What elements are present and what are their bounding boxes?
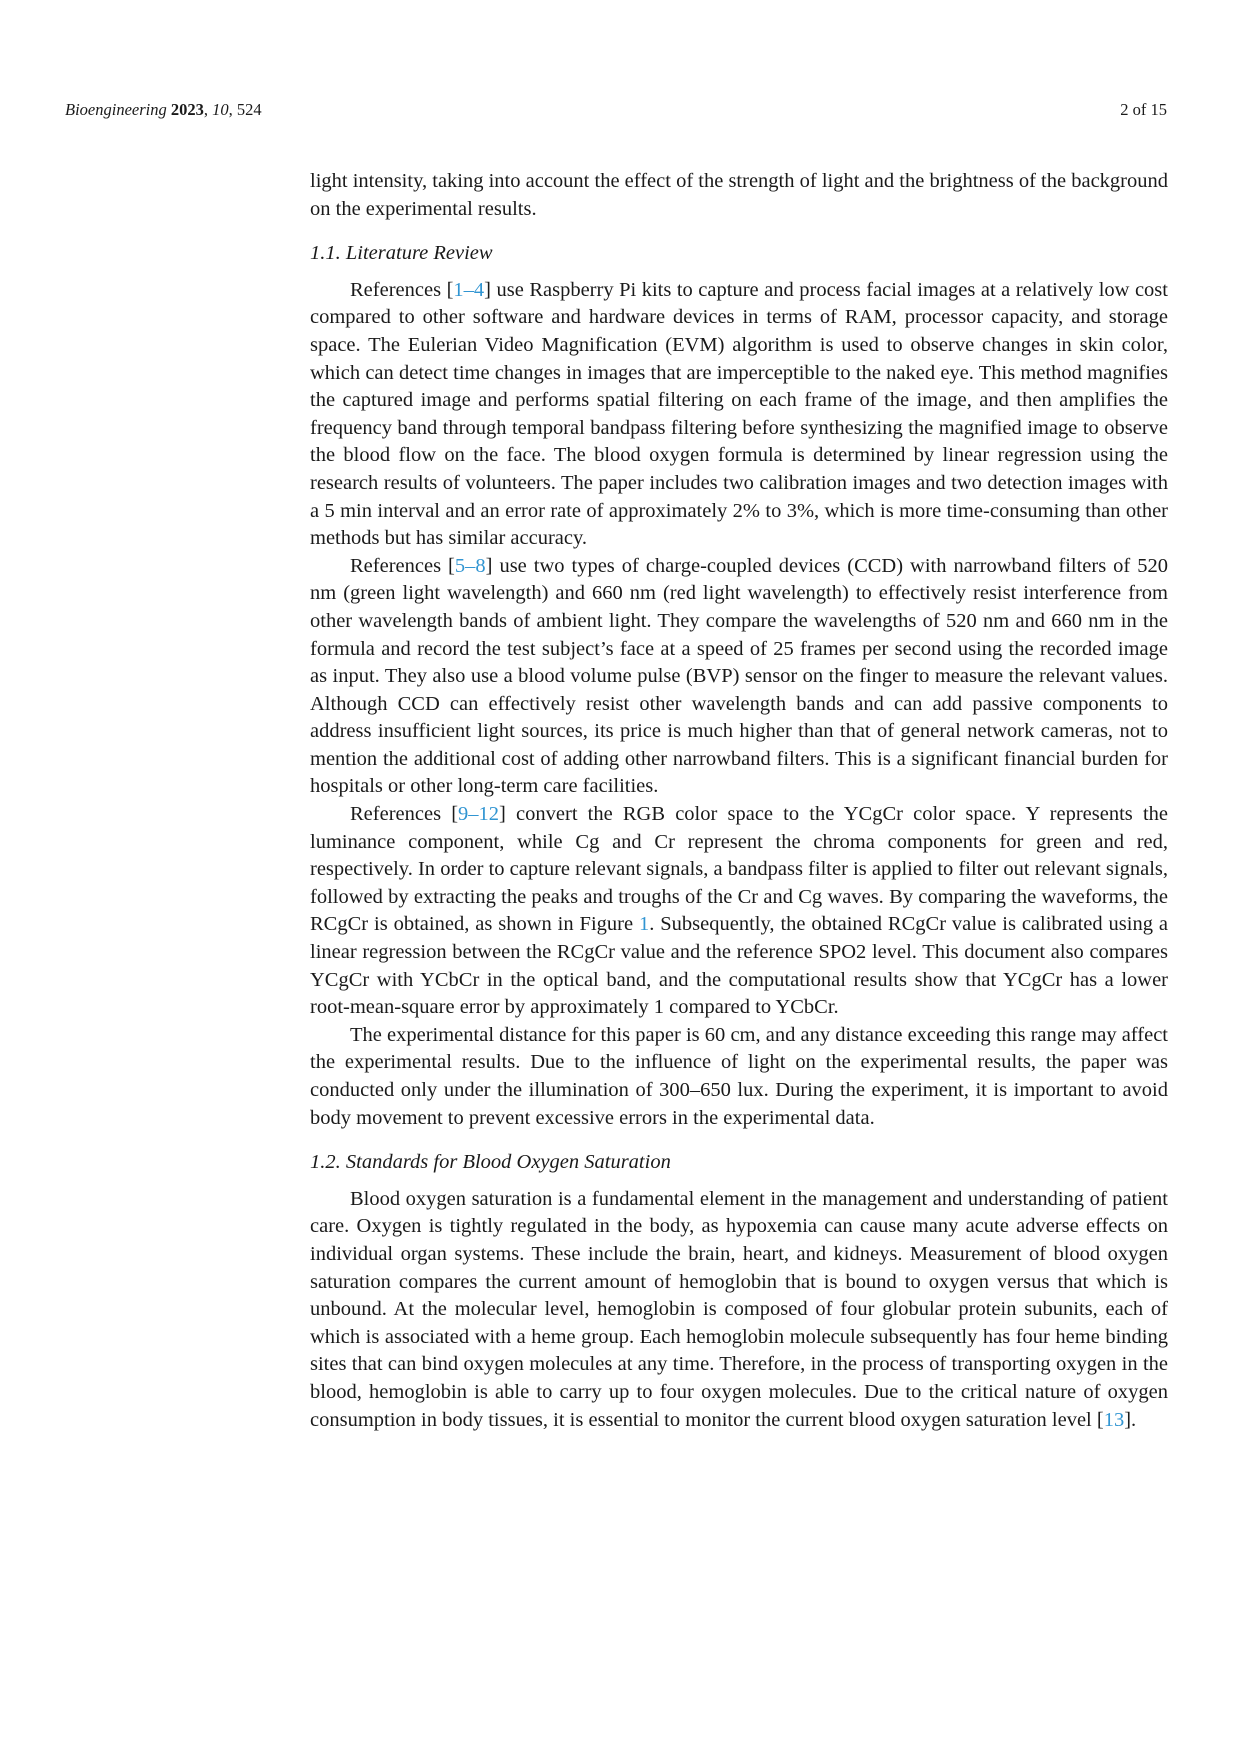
body-paragraph	[310, 168, 1168, 223]
body-paragraph	[310, 1186, 1168, 1434]
text-segment: Blood oxygen saturation is a fundamental element in the management and understanding of patient care. Oxygen is tightly regulated in the body, as hypoxemia can cause many acute adverse effects on individual organ systems. These include the brain, heart, and kidneys. Measurement of blood oxygen saturation compares the current amount of hemoglobin that is bound to oxygen versus that which is unbound. At the molecular level, hemoglobin is composed of four globular protein subunits, each of which is associated with a heme group. Each hemoglobin molecule subsequently has four heme binding sites that can bind oxygen molecules at any time. Therefore, in the process of transporting oxygen in the blood, hemoglobin is able to carry up to four oxygen molecules. Due to the critical nature of oxygen consumption in body tissues, it is essential to monitor the current blood oxygen saturation level [	[310, 1187, 1168, 1431]
text-segment: 2023	[170, 100, 204, 119]
body-paragraph	[310, 553, 1168, 801]
page-header	[65, 100, 1167, 120]
body-paragraph	[310, 1022, 1168, 1132]
text-segment: Bioengineering	[65, 100, 167, 119]
text-segment: References [	[350, 554, 455, 577]
reference-link[interactable]: 9–12	[458, 803, 500, 826]
text-segment: ] convert the RGB color space to the YCgCr color space. Y represents the luminance component, while Cg and Cr represent the chroma components for green and red, respectively. In order to capture relevant signals, a bandpass filter is applied to filter out relevant signals, followed by extracting the peaks and troughs of the Cr and Cg waves. By comparing the waveforms, the RCgCr is obtained, as shown in Figure	[310, 803, 1168, 936]
section-heading: 1.2. Standards for Blood Oxygen Saturation	[310, 1151, 671, 1174]
text-segment: ].	[1124, 1408, 1137, 1431]
text-segment: ] use two types of charge-coupled devices (CCD) with narrowband filters of 520 nm (green light wavelength) and 660 nm (red light wavelength) to effectively resist interference from other wavelength bands of ambient light. They compare the wavelengths of 520 nm and 660 nm in the formula and record the test subject’s face at a speed of 25 frames per second using the recorded image as input. They also use a blood volume pulse (BVP) sensor on the finger to measure the relevant values. Although CCD can effectively resist other wavelength bands and can add passive components to address insufficient light sources, its price is much higher than that of general network cameras, not to mention the additional cost of adding other narrowband filters. This is a significant financial burden for hospitals or other long-term care facilities.	[310, 554, 1168, 798]
text-segment: ] use Raspberry Pi kits to capture and process facial images at a relatively low cost compared to other software and hardware devices in terms of RAM, processor capacity, and storage space. The Eulerian Video Magnification (EVM) algorithm is used to observe changes in skin color, which can detect time changes in images that are imperceptible to the naked eye. This method magnifies the captured image and performs spatial filtering on each frame of the image, and then amplifies the frequency band through temporal bandpass filtering before synthesizing the magnified image to observe the blood flow on the face. The blood oxygen formula is determined by linear regression using the research results of volunteers. The paper includes two calibration images and two detection images with a 5 min interval and an error rate of approximately 2% to 3%, which is more time-consuming than other methods but has similar accuracy.	[310, 278, 1168, 550]
reference-link[interactable]: 1–4	[453, 278, 485, 301]
text-segment: , 524	[228, 100, 262, 119]
journal-citation	[65, 100, 262, 120]
text-segment: light intensity, taking into account the effect of the strength of light and the brightness of the background on the experimental results.	[310, 170, 1168, 220]
text-segment: References [	[350, 278, 454, 301]
reference-link[interactable]: 13	[1103, 1408, 1125, 1431]
document-body	[310, 168, 1168, 1434]
section-heading: 1.1. Literature Review	[310, 242, 493, 265]
reference-link[interactable]: 5–8	[454, 554, 486, 577]
reference-link[interactable]: 1	[638, 913, 650, 936]
text-segment: The experimental distance for this paper is 60 cm, and any distance exceeding this range may affect the experimental results. Due to the influence of light on the experimental results, the paper was conducted only under the illumination of 300–650 lux. During the experiment, it is important to avoid body movement to prevent excessive errors in the experimental data.	[310, 1023, 1168, 1129]
text-segment: . Subsequently, the obtained RCgCr value is calibrated using a linear regression between the RCgCr value and the reference SPO2 level. This document also compares YCgCr with YCbCr in the optical band, and the computational results show that YCgCr has a lower root-mean-square error by approximately 1 compared to YCbCr.	[310, 913, 1169, 1019]
text-segment: 10	[212, 100, 229, 119]
text-segment: ,	[203, 100, 213, 119]
text-segment: References [	[350, 803, 459, 826]
page-number: 2 of 15	[1120, 100, 1167, 119]
body-paragraph	[310, 801, 1168, 1022]
body-paragraph	[310, 277, 1168, 553]
